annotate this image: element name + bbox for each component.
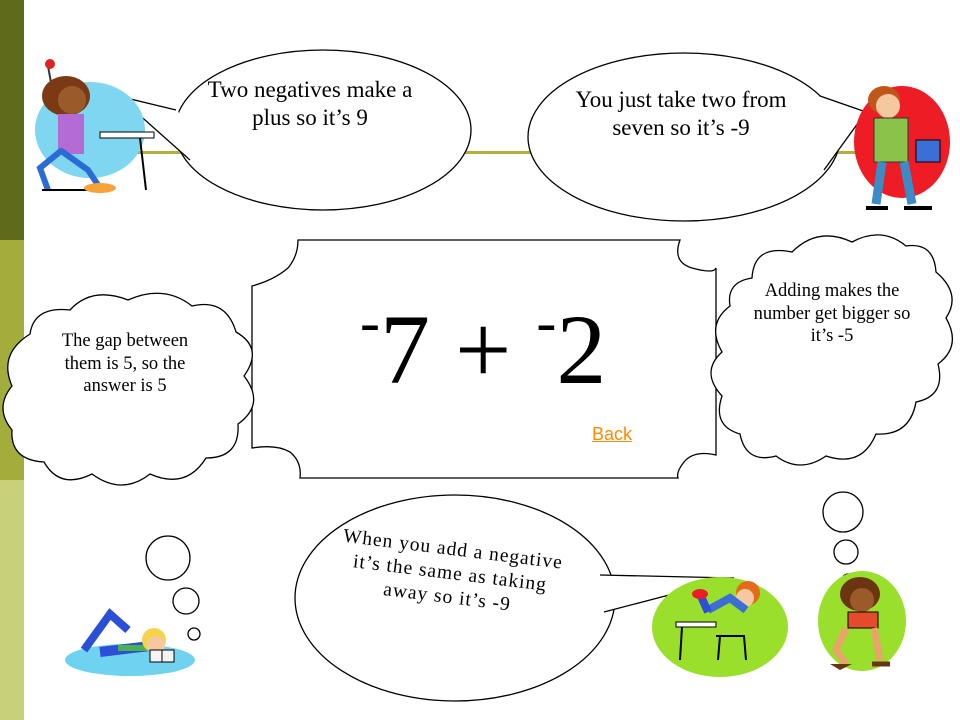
math-expression	[360, 289, 640, 405]
second-negative-sign: -	[536, 289, 557, 355]
adding-text: Adding makes the number get bigger so it’s -5	[753, 281, 911, 347]
two-negatives-text: Two negatives make a plus so it’s 9	[207, 77, 413, 131]
student-reclining-icon	[652, 577, 788, 677]
negative-taking-away-text: When you add a negative it’s the same as taking away so it’s -9	[341, 525, 564, 616]
take-two-text: You just take two from seven so it’s -9	[575, 87, 787, 141]
student-reading-lying-icon	[65, 614, 195, 676]
second-number: 2	[556, 294, 607, 405]
first-number: 7	[379, 294, 430, 405]
back-link[interactable]: Back	[592, 424, 633, 444]
first-negative-sign: -	[360, 289, 380, 355]
student-reading-sitting-icon	[818, 571, 906, 671]
plus-operator: +	[454, 294, 512, 405]
student-at-desk-icon	[35, 59, 154, 193]
gap-text: The gap between them is 5, so the answer is 5	[61, 331, 189, 397]
student-standing-icon	[854, 86, 950, 208]
